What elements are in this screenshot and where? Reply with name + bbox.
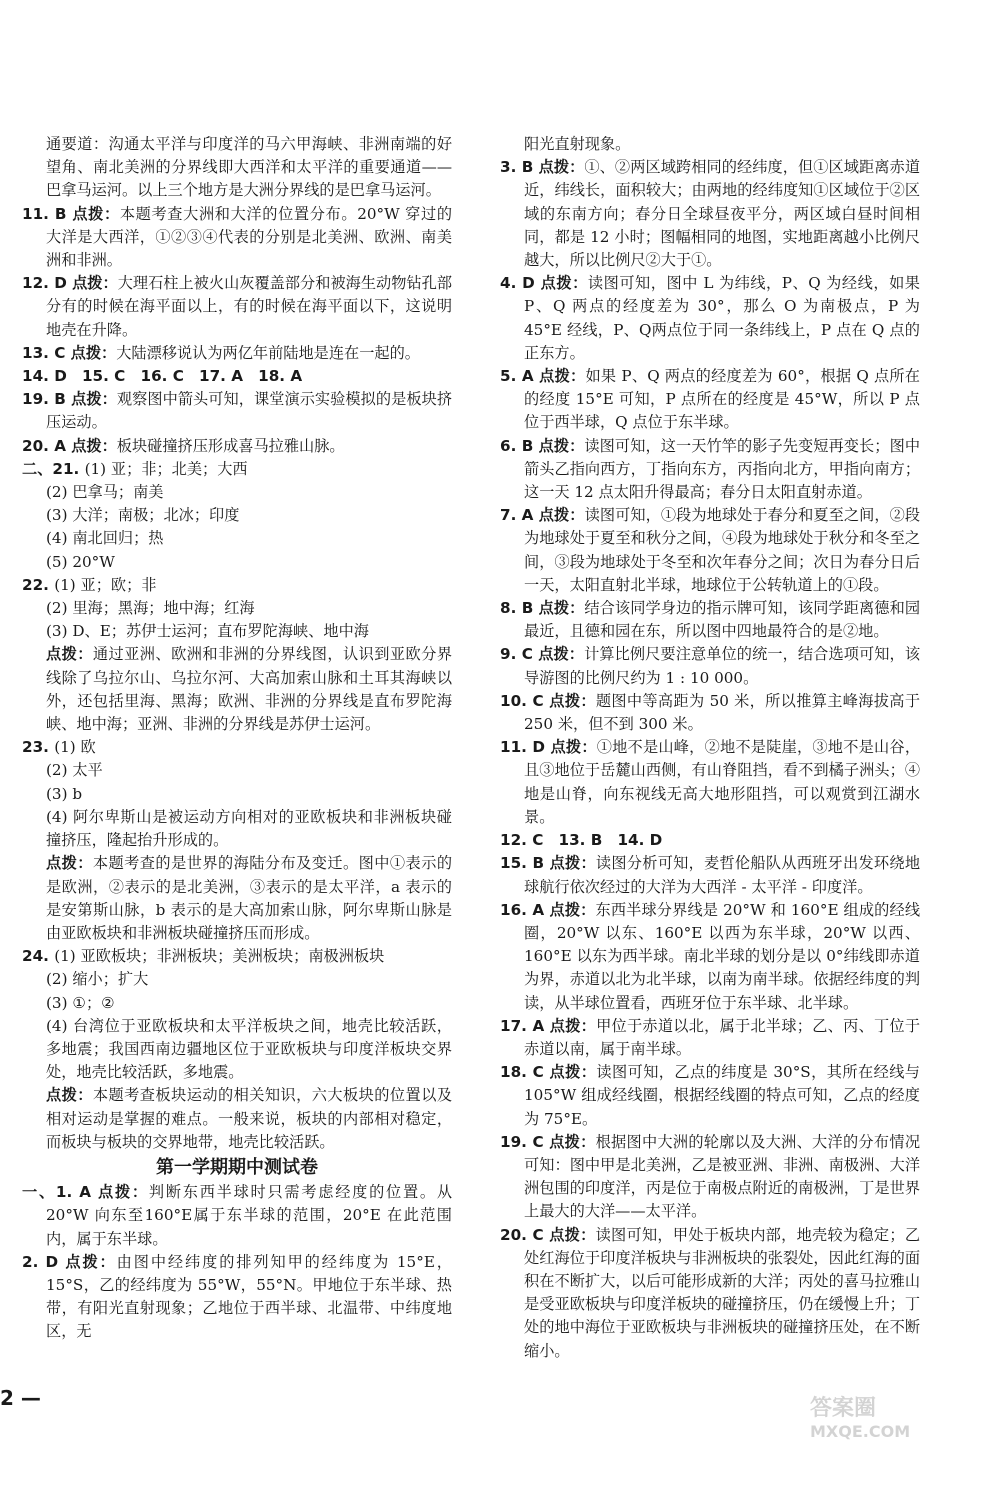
answer-item xyxy=(500,829,920,852)
answer-item xyxy=(500,365,920,435)
hint-label: 点拨： xyxy=(70,343,117,362)
page-number: 2 — xyxy=(0,1386,41,1410)
hint-label: 点拨： xyxy=(72,274,118,293)
hint-label: 点拨： xyxy=(538,506,585,525)
question-number: 12. D xyxy=(22,274,73,293)
answer-text: (1) 亚；非；北美；大西 xyxy=(84,459,248,478)
answer-text: 读图分析可知，麦哲伦船队从西班牙出发环绕地球航行依次经过的大洋为大西洋 - 太平洋 - 印度洋。 xyxy=(524,854,921,896)
answer-item xyxy=(22,852,452,945)
answer-item xyxy=(22,643,452,736)
answer-text: (1) 亚；欧；非 xyxy=(54,575,157,594)
question-number: 7. A xyxy=(500,506,539,525)
answer-text: (4) 南北回归；热 xyxy=(46,529,164,548)
question-number: 5. A xyxy=(500,367,540,386)
answer-text: 计算比例尺要注意单位的统一，结合选项可知，该导游图的比例尺约为 1 : 10 000。 xyxy=(524,645,921,687)
watermark-logo xyxy=(810,1391,970,1481)
hint-label: 点拨： xyxy=(98,1183,149,1202)
answer-text: (2) 太平 xyxy=(46,761,103,780)
answer-text: (1) 亚欧板块；非洲板块；美洲板块；南极洲板块 xyxy=(54,947,385,966)
hint-label: 点拨： xyxy=(549,691,596,710)
answer-text: ①地不是山峰，②地不是陡崖，③地不是山谷，且③地位于岳麓山西侧，有山脊阻挡，看不到橘子洲头；④地是山脊，向东视线无高大地形阻挡，可以观赏到江湖水景。 xyxy=(524,738,921,826)
answer-text: ①、②两区域跨相同的经纬度，但①区域距离赤道近，纬线长，面积较大；由两地的经纬度知①区域位于②区域的东南方向；春分日全球昼夜平分，两区域白昼时间相同，都是 12 小时；图幅相同的地图，实地距离越小比例尺越大，所以比例尺②大于①。 xyxy=(524,158,921,270)
answer-item xyxy=(500,899,920,1015)
question-number: 19. C xyxy=(500,1132,550,1151)
question-number: 14. D 15. C 16. C 17. A 18. A xyxy=(22,367,303,386)
answer-item xyxy=(500,133,920,156)
answer-item xyxy=(500,643,920,689)
answer-text: 大陆漂移说认为两亿年前陆地是连在一起的。 xyxy=(116,343,420,362)
hint-label: 点拨： xyxy=(549,1016,597,1035)
answer-text: 本题考查板块运动的相关知识，六大板块的位置以及相对运动是掌握的难点。一般来说，板块的内部相对稳定，而板块与板块的交界地带，地壳比较活跃。 xyxy=(46,1086,453,1151)
answer-item xyxy=(22,574,452,597)
answer-text: 结合该同学身边的指示牌可知，该同学距离德和园最近，且德和园在东，所以图中四地最符合的是②地。 xyxy=(524,599,921,641)
hint-label: 点拨： xyxy=(549,1063,597,1082)
question-number: 一、1. A xyxy=(22,1183,99,1202)
question-number: 23. xyxy=(22,738,55,757)
section-title: 第一学期期中测试卷 xyxy=(156,1156,318,1178)
answer-item xyxy=(500,1131,920,1224)
answer-text: 板块碰撞挤压形成喜马拉雅山脉。 xyxy=(116,436,345,455)
answer-text: 读图可知，这一天竹竿的影子先变短再变长；图中箭头乙指向西方，丁指向东方，丙指向北方，甲指向南方；这一天 12 点太阳升得最高；春分日太阳直射赤道。 xyxy=(524,436,921,502)
hint-label: 点拨： xyxy=(538,645,585,664)
hint-label: 点拨： xyxy=(46,854,93,873)
hint-label: 点拨： xyxy=(549,1225,596,1244)
answer-item xyxy=(22,1084,452,1154)
hint-label: 点拨： xyxy=(46,1086,93,1105)
answer-text: (2) 缩小；扩大 xyxy=(46,970,149,989)
answer-item xyxy=(22,551,452,574)
right-column xyxy=(500,133,920,1363)
answer-item xyxy=(500,504,920,597)
answer-item xyxy=(22,435,452,458)
hint-label: 点拨： xyxy=(65,1252,117,1271)
answer-text: (3) 大洋；南极；北冰；印度 xyxy=(46,506,240,525)
answer-item xyxy=(22,806,452,852)
answer-text: 大理石柱上被火山灰覆盖部分和被海生动物钻孔部分有的时候在海平面以上，有的时候在海平面以下，这说明地壳在升降。 xyxy=(46,274,453,339)
answer-item xyxy=(500,435,920,505)
answer-item xyxy=(22,597,452,620)
answer-item xyxy=(22,968,452,991)
hint-label: 点拨： xyxy=(549,854,596,873)
answer-text: 本题考查大洲和大洋的位置分布。20°W 穿过的大洋是大西洋，①②③④代表的分别是北美洲、欧洲、南美洲和非洲。 xyxy=(46,204,453,270)
hint-label: 点拨： xyxy=(538,599,585,618)
watermark-url: MXQE.COM xyxy=(810,1422,911,1441)
answer-item xyxy=(22,992,452,1015)
hint-label: 点拨： xyxy=(72,204,120,223)
answer-item xyxy=(500,272,920,365)
question-number: 18. C xyxy=(500,1063,550,1082)
answer-item xyxy=(500,1061,920,1131)
hint-label: 点拨： xyxy=(46,645,93,664)
answer-text: 判断东西半球时只需考虑经度的位置。从 20°W 向东至160°E属于东半球的范围，20°E 在此范围内，属于东半球。 xyxy=(46,1183,453,1248)
answer-text: 读图可知，①段为地球处于春分和夏至之间，②段为地球处于夏至和秋分之间，④段为地球处于秋分和冬至之间，③段为地球处于冬至和次年春分之间；次日为春分日后一天，太阳直射北半球，地球位于公转轨道上的①段。 xyxy=(524,506,921,594)
answer-text: 题图中等高距为 50 米，所以推算主峰海拔高于 250 米，但不到 300 米。 xyxy=(524,691,921,734)
answer-item xyxy=(500,736,920,829)
hint-label: 点拨： xyxy=(71,390,117,409)
question-number: 12. C 13. B 14. D xyxy=(500,831,663,850)
question-number: 20. C xyxy=(500,1225,550,1244)
answer-text: (3) D、E；苏伊士运河；直布罗陀海峡、地中海 xyxy=(46,622,369,641)
question-number: 二、21. xyxy=(22,459,85,478)
question-number: 4. D xyxy=(500,274,541,293)
answer-item xyxy=(22,458,452,481)
answer-text: 观察图中箭头可知，课堂演示实验模拟的是板块挤压运动。 xyxy=(46,390,453,432)
answer-text: (4) 阿尔卑斯山是被运动方向相对的亚欧板块和非洲板块碰撞挤压，隆起抬升形成的。 xyxy=(46,807,452,850)
answer-item xyxy=(500,1224,920,1363)
answer-item xyxy=(22,759,452,782)
question-number: 6. B xyxy=(500,436,539,455)
answer-item xyxy=(22,504,452,527)
answer-text: (2) 巴拿马；南美 xyxy=(46,483,164,502)
question-number: 13. C xyxy=(22,343,71,362)
answer-item xyxy=(22,620,452,643)
hint-label: 点拨： xyxy=(549,1132,596,1151)
answer-text: (2) 里海；黑海；地中海；红海 xyxy=(46,599,255,618)
answer-text: (3) ①；② xyxy=(46,993,115,1012)
question-number: 15. B xyxy=(500,854,550,873)
answer-item xyxy=(22,1015,452,1085)
question-number: 19. B xyxy=(22,390,72,409)
answer-item xyxy=(22,945,452,968)
answer-text: 阳光直射现象。 xyxy=(524,135,631,153)
answer-text: 由图中经纬度的排列知甲的经纬度为 15°E，15°S，乙的经纬度为 55°W，55°N。甲地位于东半球、热带，有阳光直射现象；乙地位于西半球、北温带、中纬度地区，无 xyxy=(46,1252,452,1341)
answer-item xyxy=(22,783,452,806)
hint-label: 点拨： xyxy=(550,738,597,757)
question-number: 11. B xyxy=(22,204,73,223)
answer-item xyxy=(22,203,452,273)
hint-label: 点拨： xyxy=(538,436,585,455)
answer-item xyxy=(500,852,920,898)
question-number: 11. D xyxy=(500,738,551,757)
hint-label: 点拨： xyxy=(540,274,588,293)
answer-text: (4) 台湾位于亚欧板块和太平洋板块之间，地壳比较活跃，多地震；我国西南边疆地区位于亚欧板块与印度洋板块交界处，地壳比较活跃，多地震。 xyxy=(46,1016,452,1082)
answer-item xyxy=(22,272,452,342)
question-number: 9. C xyxy=(500,645,539,664)
watermark-text: 答案圈 xyxy=(810,1396,877,1421)
hint-label: 点拨： xyxy=(539,367,586,386)
hint-label: 点拨： xyxy=(71,436,117,455)
answer-item xyxy=(22,365,452,388)
answer-text: 本题考查的是世界的海陆分布及变迁。图中①表示的是欧洲，②表示的是北美洲，③表示的是太平洋，a 表示的是安第斯山脉，b 表示的是大高加索山脉，阿尔卑斯山脉是由亚欧板块和非洲板块碰撞挤压而形成。 xyxy=(46,854,453,942)
answer-text: 读图可知，甲处于板块内部，地壳较为稳定；乙处红海位于印度洋板块与非洲板块的张裂处，因此红海的面积在不断扩大，以后可能形成新的大洋；丙处的喜马拉雅山是受亚欧板块与印度洋板块的碰撞挤压，仍在缓慢上升；丁处的地中海位于亚欧板块与非洲板块的碰撞挤压处，在不断缩小。 xyxy=(524,1225,921,1360)
hint-label: 点拨： xyxy=(538,158,585,177)
answer-item xyxy=(500,597,920,643)
answer-text: 如果 P、Q 两点的经度差为 60°，根据 Q 点所在的经度 15°E 可知，P 点所在的经度是 45°W，所以 P 点位于西半球，Q 点位于东半球。 xyxy=(524,367,920,432)
answer-item xyxy=(22,342,452,365)
answer-text: 根据图中大洲的轮廓以及大洲、大洋的分布情况可知：图中甲是北美洲，乙是被亚洲、非洲、南极洲、大洋洲包围的印度洋，丙是位于南极点附近的南极洲，丁是世界上最大的大洋——太平洋。 xyxy=(524,1132,921,1221)
answer-text: (1) 欧 xyxy=(54,738,96,757)
answer-text: 通要道：沟通太平洋与印度洋的马六甲海峡、非洲南端的好望角、南北美洲的分界线即大西洋和太平洋的重要通道——巴拿马运河。以上三个地方是大洲分界线的是巴拿马运河。 xyxy=(46,135,452,200)
answer-item xyxy=(22,527,452,550)
answer-item xyxy=(500,1015,920,1061)
answer-text: 甲位于赤道以北，属于北半球；乙、丙、丁位于赤道以南，属于南半球。 xyxy=(524,1016,921,1058)
question-number: 22. xyxy=(22,575,55,594)
question-number: 16. A xyxy=(500,900,550,919)
answer-item xyxy=(22,481,452,504)
question-number: 3. B xyxy=(500,158,539,177)
answer-item xyxy=(22,1251,452,1344)
hint-label: 点拨： xyxy=(549,900,596,919)
question-number: 24. xyxy=(22,947,55,966)
answer-item xyxy=(22,736,452,759)
answer-text: (3) b xyxy=(46,784,83,803)
answer-text: 读图可知，图中 L 为纬线，P、Q 为经线，如果 P、Q 两点的经度差为 30°，那么 O 为南极点，P 为 45°E 经线，P、Q两点位于同一条纬线上，P 点在 Q 点的正东方。 xyxy=(524,274,920,362)
left-column xyxy=(22,133,452,1344)
answer-item xyxy=(500,156,920,272)
question-number: 20. A xyxy=(22,436,72,455)
question-number: 8. B xyxy=(500,599,539,618)
question-number: 17. A xyxy=(500,1016,550,1035)
question-number: 10. C xyxy=(500,691,550,710)
answer-item xyxy=(22,388,452,434)
answer-text: (5) 20°W xyxy=(46,552,115,571)
answer-text: 读图可知，乙点的纬度是 30°S，其所在经线与 105°W 组成经线圈，根据经线圈的特点可知，乙点的经度为 75°E。 xyxy=(524,1063,920,1128)
question-number: 2. D xyxy=(22,1252,66,1271)
answer-item xyxy=(500,690,920,736)
answer-item xyxy=(22,133,452,203)
answer-text: 东西半球分界线是 20°W 和 160°E 组成的经线圈，20°W 以东、160°E 以西为东半球，20°W 以西、160°E 以东为西半球。南北半球的划分是以 0°纬线即赤道为界，赤道以北为北半球，以南为南半球。依据经纬度的判读，从半球位置看，西班牙位于东半球、北半球。 xyxy=(524,900,921,1012)
answer-text: 通过亚洲、欧洲和非洲的分界线图，认识到亚欧分界线除了乌拉尔山、乌拉尔河、大高加索山脉和土耳其海峡以外，还包括里海、黑海；欧洲、非洲的分界线是直布罗陀海峡、地中海；亚洲、非洲的分界线是苏伊士运河。 xyxy=(46,645,453,734)
answer-item xyxy=(22,1181,452,1251)
